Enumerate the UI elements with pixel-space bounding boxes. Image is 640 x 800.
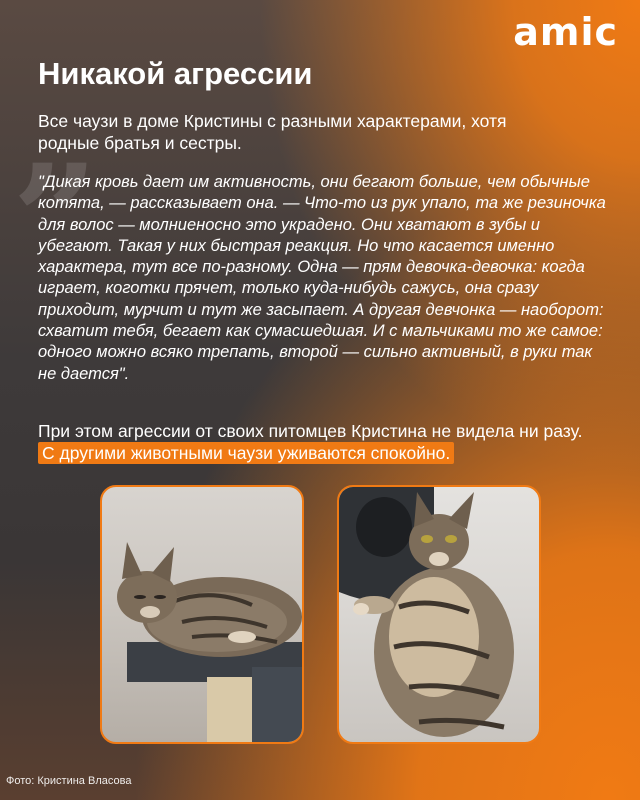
outro-paragraph (38, 420, 598, 464)
quote-mark-icon: ” (12, 132, 99, 308)
amic-logo: amic (513, 10, 618, 54)
cat-photo-right (337, 485, 541, 744)
outro-text: При этом агрессии от своих питомцев Кристина не видела ни разу. (38, 421, 583, 441)
outro-highlight: С другими животными чаузи уживаются спокойно. (38, 442, 454, 464)
intro-paragraph: Все чаузи в доме Кристины с разными характерами, хотя родные братья и сестры. (38, 111, 507, 153)
quote-paragraph: "Дикая кровь дает им активность, они бегают больше, чем обычные котята, — рассказывает она. — Что-то из рук упало, та же резиночка для волос — молниеносно это украдено. Они хватают в зубы и убегают. Такая у них быстрая реакция. Но что касается именно характера, тут все по-разному. Одна — прям девочка-девочка: когда играет, коготки прячет, только куда-нибудь сажусь, она сразу приходит, мурчит и тут же засыпает. А другая девчонка — наоборот: схватит тебя, бегает как сумасшедшая. И с мальчиками то же самое: одного можно всяко трепать, второй — сильно активный, в руки так не дается". (38, 173, 606, 383)
cat-photo-left (100, 485, 304, 744)
photo-credit: Фото: Кристина Власова (6, 775, 132, 787)
page-title: Никакой агрессии (38, 56, 313, 91)
